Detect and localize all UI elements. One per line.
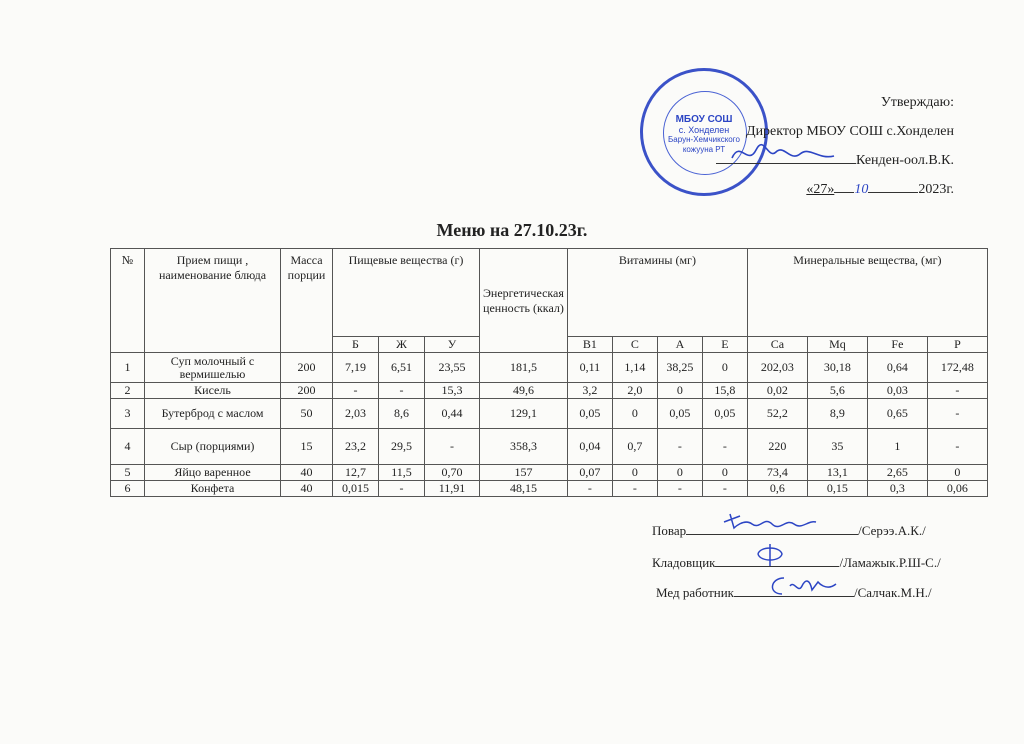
storekeeper-name: /Ламажык.Р.Ш-С./ [839,555,941,570]
header-energy: Энергетическая ценность (ккал) [480,249,568,353]
value-cell: 38,25 [657,353,702,383]
value-cell: 0,15 [807,481,867,497]
approval-line-1: Утверждаю: [880,95,954,110]
date-gap [834,178,854,193]
table-row [111,465,988,481]
value-cell: 358,3 [480,429,568,465]
value-cell: 0,07 [567,465,612,481]
row-number: 1 [111,353,145,383]
value-cell: 0,05 [567,399,612,429]
value-cell: 181,5 [480,353,568,383]
value-cell: - [927,429,987,465]
value-cell: 129,1 [480,399,568,429]
page-title: Меню на 27.10.23г. [436,220,588,240]
value-cell: 0,6 [747,481,807,497]
subheader-cell: A [657,337,702,353]
value-cell: 6,51 [379,353,425,383]
value-cell: 0 [702,353,747,383]
value-cell: 200 [281,383,333,399]
value-cell: 0,05 [657,399,702,429]
value-cell: - [379,383,425,399]
value-cell: 15 [281,429,333,465]
value-cell: 40 [281,465,333,481]
row-number: 6 [111,481,145,497]
value-cell: 73,4 [747,465,807,481]
value-cell: 0,06 [927,481,987,497]
row-number: 5 [111,465,145,481]
value-cell: 0,03 [867,383,927,399]
cook-signature [720,508,820,534]
value-cell: 8,6 [379,399,425,429]
value-cell: 52,2 [747,399,807,429]
value-cell: 13,1 [807,465,867,481]
value-cell: 48,15 [480,481,568,497]
subheader-cell: У [425,337,480,353]
table-row [111,399,988,429]
value-cell: 0,64 [867,353,927,383]
value-cell: 11,5 [379,465,425,481]
value-cell: - [657,481,702,497]
value-cell: 2,03 [333,399,379,429]
date-gap-2 [868,178,918,193]
value-cell: - [702,429,747,465]
stamp-line-2: с. Хонделен [678,125,730,135]
value-cell: 30,18 [807,353,867,383]
value-cell: 0 [657,383,702,399]
approval-date [654,175,954,204]
stamp-line-4: кожууна РТ [682,145,726,154]
subheader-cell: Ca [747,337,807,353]
value-cell: 0,02 [747,383,807,399]
header-num: № [111,249,145,353]
subheader-cell: Fe [867,337,927,353]
value-cell: - [927,399,987,429]
value-cell: 0,7 [612,429,657,465]
value-cell: 50 [281,399,333,429]
value-cell: - [612,481,657,497]
value-cell: 12,7 [333,465,379,481]
value-cell: 0 [927,465,987,481]
value-cell: 2,0 [612,383,657,399]
director-signature [728,136,838,170]
cook-label: Повар [652,523,687,538]
director-name: Кенден-оол.В.К. [856,153,954,168]
row-number: 2 [111,383,145,399]
subheader-cell: Б [333,337,379,353]
value-cell: 0 [702,465,747,481]
value-cell: 0,04 [567,429,612,465]
value-cell: 5,6 [807,383,867,399]
dish-name: Яйцо варенное [145,465,281,481]
value-cell: 0,44 [425,399,480,429]
value-cell: - [567,481,612,497]
storekeeper-signature-line [652,552,941,571]
approval-line-2: Директор МБОУ СОШ с.Хонделен [746,124,954,139]
approval-year: 2023г. [918,182,954,197]
value-cell: 1,14 [612,353,657,383]
value-cell: - [425,429,480,465]
value-cell: 15,3 [425,383,480,399]
value-cell: - [657,429,702,465]
value-cell: 220 [747,429,807,465]
value-cell: 2,65 [867,465,927,481]
dish-name: Бутерброд с маслом [145,399,281,429]
value-cell: 0,65 [867,399,927,429]
subheader-cell: P [927,337,987,353]
header-nutrients: Пищевые вещества (г) [333,249,480,337]
dish-name: Кисель [145,383,281,399]
subheader-cell: E [702,337,747,353]
value-cell: 40 [281,481,333,497]
header-row [111,249,988,337]
value-cell: 49,6 [480,383,568,399]
table-row [111,383,988,399]
value-cell: 3,2 [567,383,612,399]
header-meal: Прием пищи , наименование блюда [145,249,281,353]
header-vitamins: Витамины (мг) [567,249,747,337]
medic-name: /Салчак.М.Н./ [853,585,932,600]
value-cell: 0,70 [425,465,480,481]
subheader-cell: Ж [379,337,425,353]
value-cell: 0 [657,465,702,481]
table-row [111,429,988,465]
medic-signature [764,572,840,600]
subheader-cell: B1 [567,337,612,353]
header-mass: Масса порции [281,249,333,353]
value-cell: 0 [612,465,657,481]
approval-day: «27» [806,182,835,197]
dish-name: Суп молочный с вермишелью [145,353,281,383]
dish-name: Сыр (порциями) [145,429,281,465]
approval-month: 10 [854,182,869,197]
table-body [111,353,988,497]
value-cell: 0,05 [702,399,747,429]
table-row [111,353,988,383]
subheader-cell: C [612,337,657,353]
value-cell: 157 [480,465,568,481]
value-cell: 23,2 [333,429,379,465]
value-cell: - [333,383,379,399]
value-cell: 7,19 [333,353,379,383]
value-cell: 0,015 [333,481,379,497]
value-cell: - [379,481,425,497]
menu-table [110,248,988,497]
row-number: 3 [111,399,145,429]
dish-name: Конфета [145,481,281,497]
value-cell: 202,03 [747,353,807,383]
value-cell: 8,9 [807,399,867,429]
table-row [111,481,988,497]
value-cell: 35 [807,429,867,465]
value-cell: 29,5 [379,429,425,465]
value-cell: 172,48 [927,353,987,383]
stamp-line-3: Барун-Хемчикского [668,135,740,144]
value-cell: - [702,481,747,497]
value-cell: 0,3 [867,481,927,497]
value-cell: 23,55 [425,353,480,383]
value-cell: 0,11 [567,353,612,383]
value-cell: 200 [281,353,333,383]
medic-label: Мед работник [656,585,734,600]
value-cell: 15,8 [702,383,747,399]
value-cell: 0 [612,399,657,429]
storekeeper-label: Кладовщик [652,555,716,570]
row-number: 4 [111,429,145,465]
header-minerals: Минеральные вещества, (мг) [747,249,987,337]
value-cell: 1 [867,429,927,465]
value-cell: - [927,383,987,399]
cook-name: /Серээ.А.К./ [858,523,926,538]
storekeeper-signature [752,540,788,570]
subheader-cell: Mq [807,337,867,353]
stamp-line-1: МБОУ СОШ [675,114,733,125]
value-cell: 11,91 [425,481,480,497]
